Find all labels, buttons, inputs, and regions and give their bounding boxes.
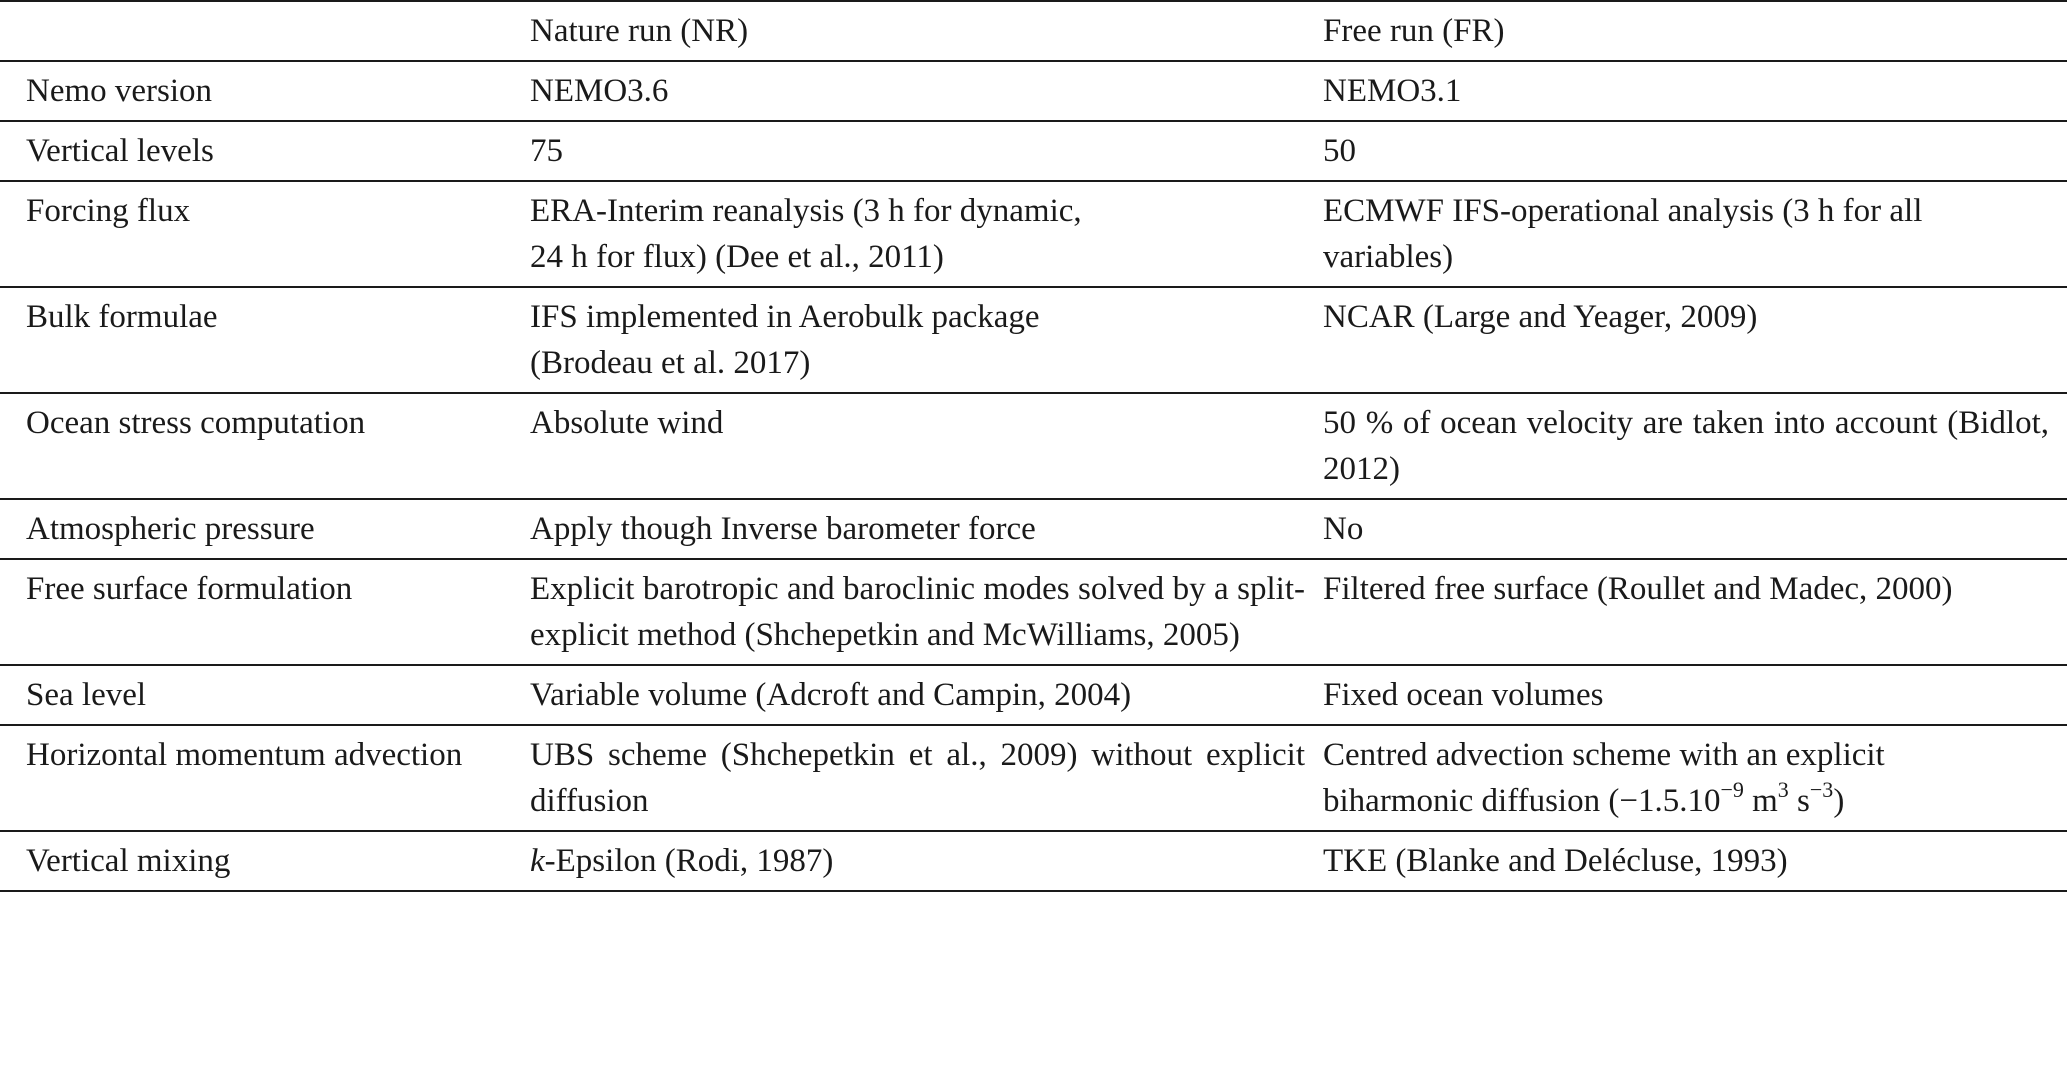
fr-cell: 50 [1323, 121, 2067, 181]
nr-cell: Variable volume (Adcroft and Campin, 2004) [530, 665, 1323, 725]
header-empty-cell [0, 1, 530, 61]
row-label: Vertical levels [0, 121, 530, 181]
row-label: Free surface formulation [0, 559, 530, 665]
fr-cell: NEMO3.1 [1323, 61, 2067, 121]
nr-cell: Explicit barotropic and baroclinic modes solved by a split-explicit method (Shchepetkin and McWilliams, 2005) [530, 559, 1323, 665]
table-row-free-surface [0, 559, 2067, 665]
fr-cell: 50 % of ocean velocity are taken into account (Bidlot, 2012) [1323, 393, 2067, 499]
fr-cell: Fixed ocean volumes [1323, 665, 2067, 725]
table-row-horizontal-momentum [0, 725, 2067, 831]
nr-line: ERA-Interim reanalysis (3 h for dynamic, [530, 193, 1082, 229]
fr-cell: TKE (Blanke and Delécluse, 1993) [1323, 831, 2067, 891]
fr-line: Centred advection scheme with an explicit [1323, 737, 1885, 773]
fr-cell: NCAR (Large and Yeager, 2009) [1323, 287, 2067, 393]
nr-text: -Epsilon (Rodi, 1987) [544, 843, 834, 879]
row-label: Sea level [0, 665, 530, 725]
nr-line: IFS implemented in Aerobulk package [530, 299, 1040, 335]
row-label: Horizontal momentum advection [0, 725, 530, 831]
fr-cell [1323, 725, 2067, 831]
fr-cell [1323, 181, 2067, 287]
nr-cell: UBS scheme (Shchepetkin et al., 2009) without explicit diffusion [530, 725, 1323, 831]
row-label: Vertical mixing [0, 831, 530, 891]
nr-cell: Absolute wind [530, 393, 1323, 499]
fr-line-part: biharmonic diffusion (−1.5.10 [1323, 783, 1721, 819]
table-row-vertical-levels [0, 121, 2067, 181]
nr-line: 24 h for flux) (Dee et al., 2011) [530, 239, 944, 275]
fr-line-part: s [1788, 783, 1810, 819]
fr-line-part: ) [1833, 783, 1845, 819]
exponent: 3 [1777, 777, 1789, 802]
row-label: Ocean stress computation [0, 393, 530, 499]
table-row-atmospheric-pressure [0, 499, 2067, 559]
exponent: −9 [1720, 777, 1744, 802]
table-row-nemo-version [0, 61, 2067, 121]
fr-line: ECMWF IFS-operational analysis (3 h for all [1323, 193, 1923, 229]
header-row [0, 1, 2067, 61]
row-label: Forcing flux [0, 181, 530, 287]
nr-cell: Apply though Inverse barometer force [530, 499, 1323, 559]
table-row-sea-level [0, 665, 2067, 725]
header-free-run: Free run (FR) [1323, 1, 2067, 61]
italic-k: k [530, 843, 545, 879]
table-row-vertical-mixing [0, 831, 2067, 891]
nr-cell [530, 831, 1323, 891]
fr-line-part: m [1743, 783, 1778, 819]
nr-cell: 75 [530, 121, 1323, 181]
row-label: Nemo version [0, 61, 530, 121]
fr-cell: No [1323, 499, 2067, 559]
row-label: Bulk formulae [0, 287, 530, 393]
table-row-forcing-flux [0, 181, 2067, 287]
table-row-ocean-stress [0, 393, 2067, 499]
nr-line: (Brodeau et al. 2017) [530, 345, 811, 381]
exponent: −3 [1809, 777, 1834, 802]
table-row-bulk-formulae [0, 287, 2067, 393]
nr-cell [530, 181, 1323, 287]
row-label: Atmospheric pressure [0, 499, 530, 559]
fr-line: variables) [1323, 239, 1454, 275]
nr-cell: NEMO3.6 [530, 61, 1323, 121]
header-nature-run: Nature run (NR) [530, 1, 1323, 61]
fr-cell: Filtered free surface (Roullet and Madec, 2000) [1323, 559, 2067, 665]
nr-cell [530, 287, 1323, 393]
